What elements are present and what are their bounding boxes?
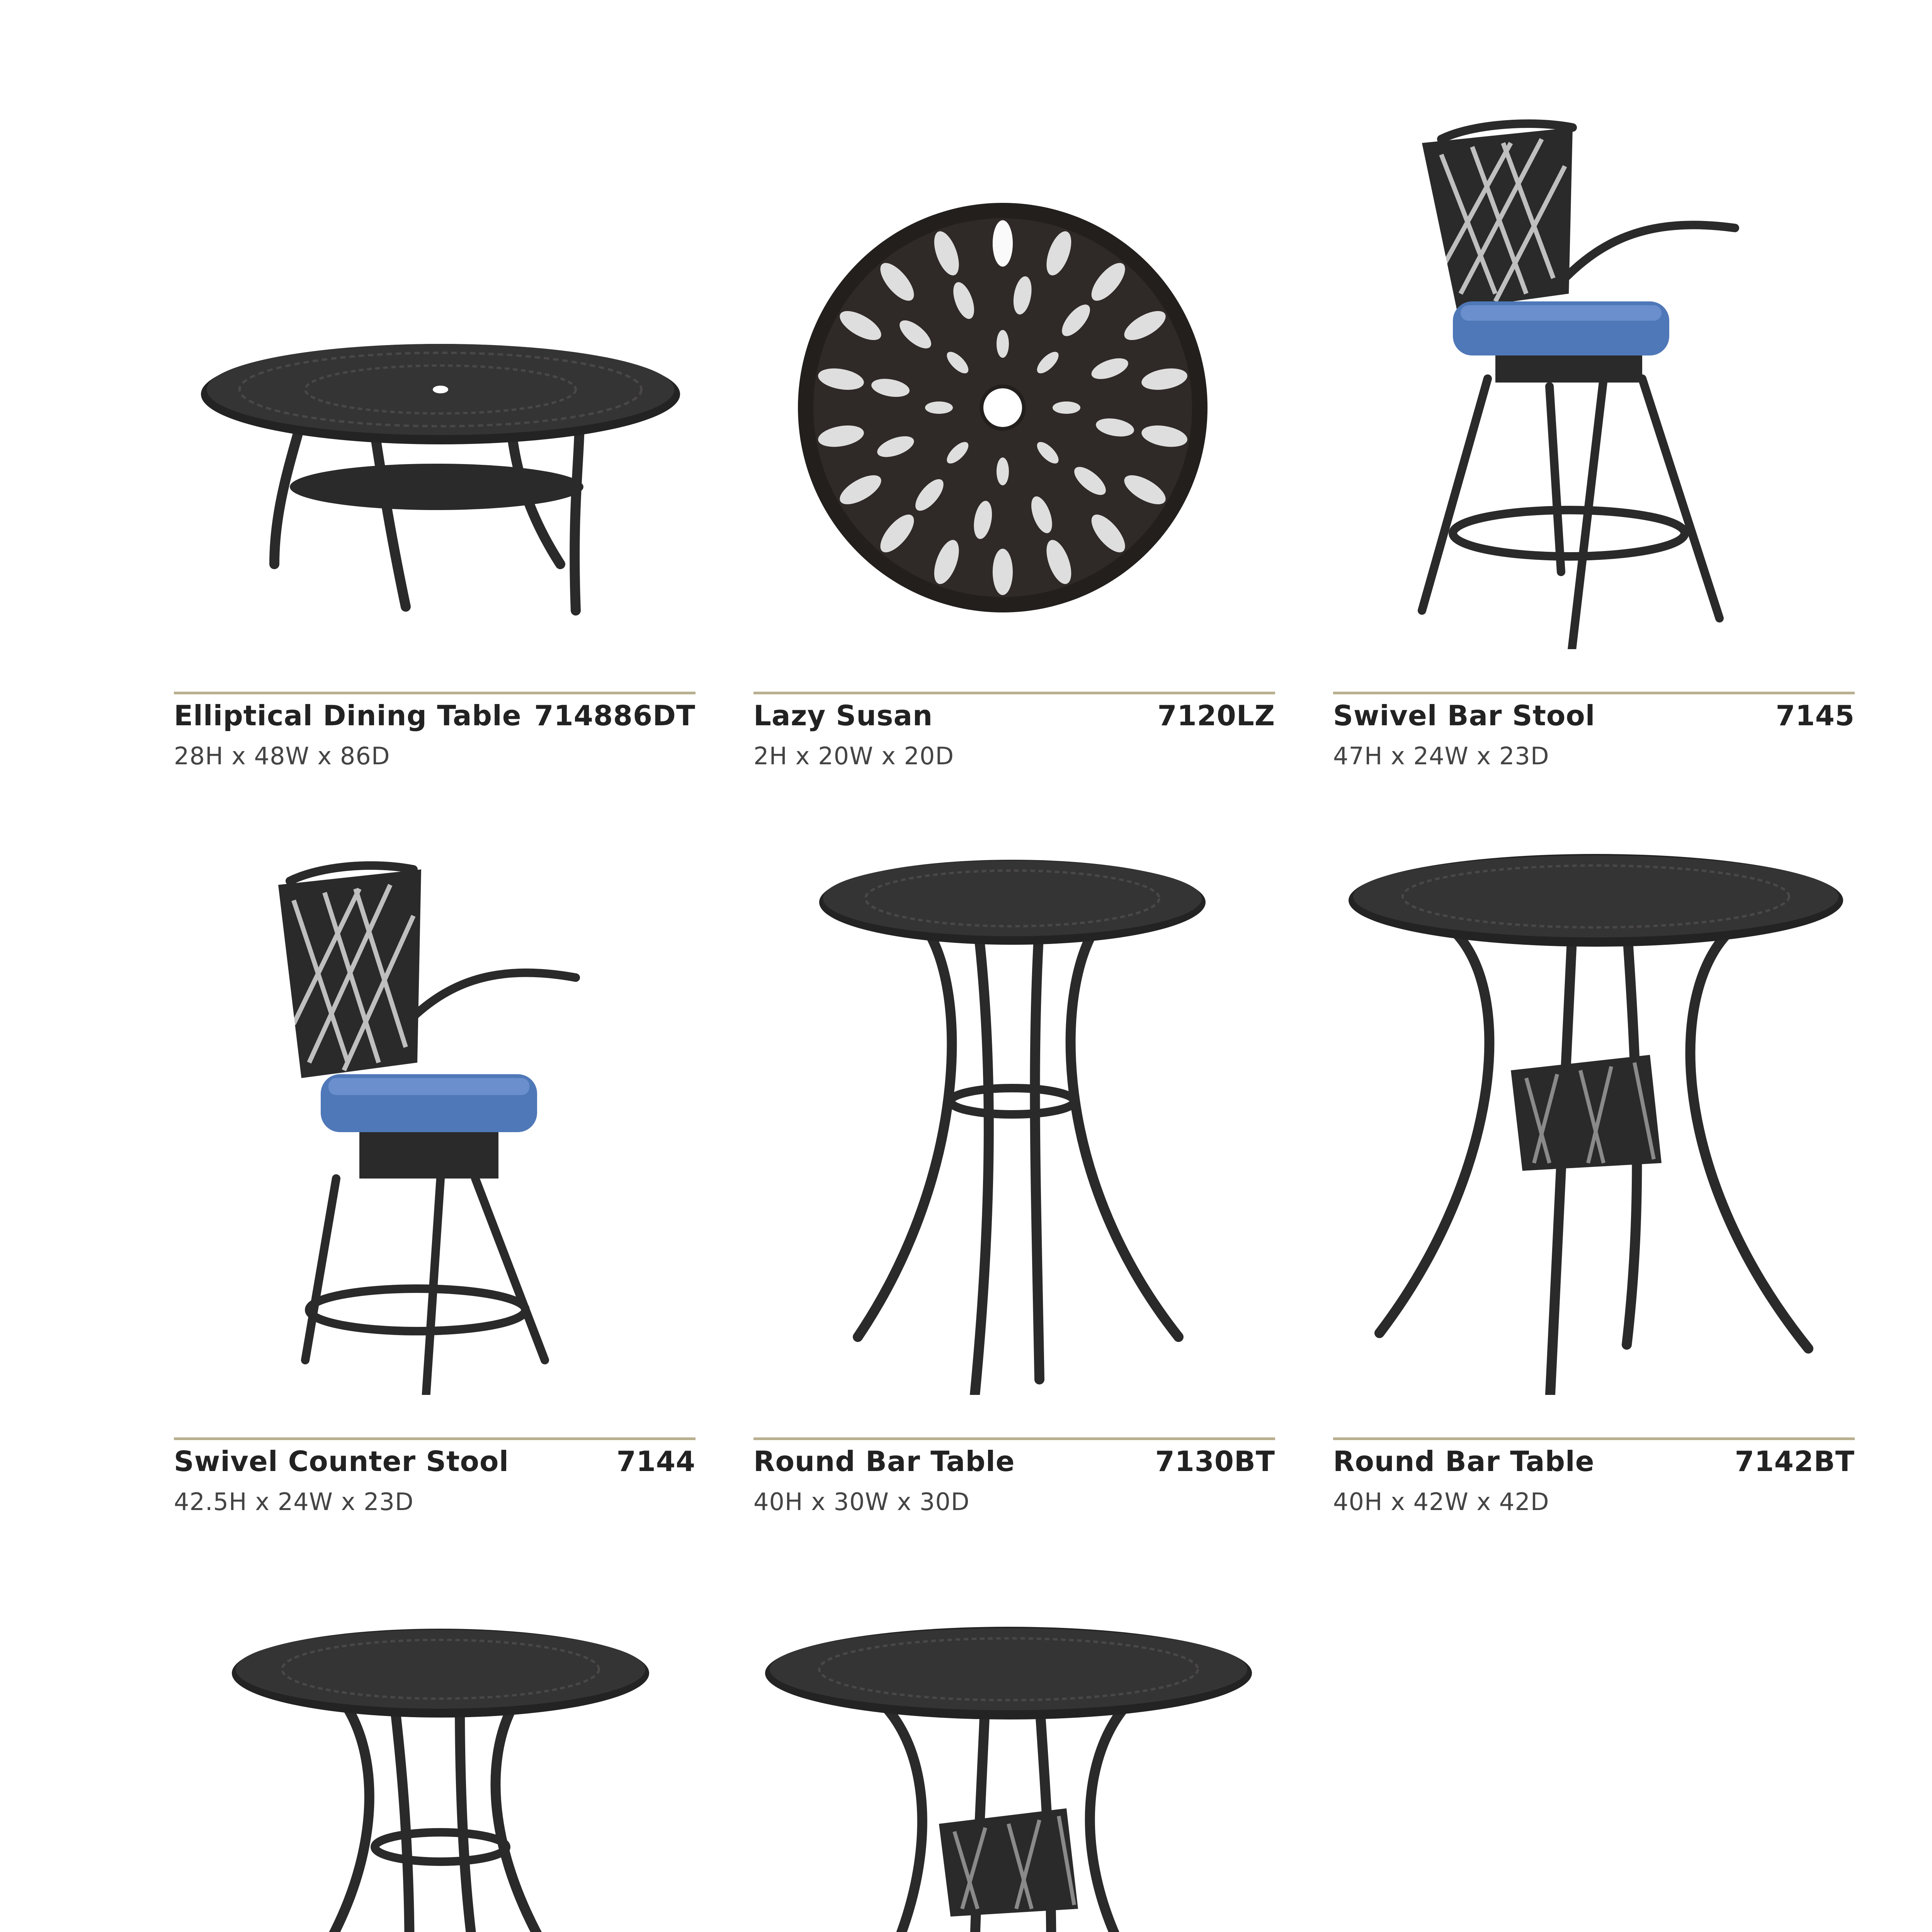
product-name: Round Bar Table: [753, 1445, 1015, 1478]
divider-rule: [753, 692, 1275, 694]
product-lazy-susan: [753, 77, 1275, 781]
product-code: 7120LZ: [1157, 699, 1275, 732]
product-round-counter-table-7130ct: [174, 1561, 696, 1932]
product-dimensions: 40H x 42W x 42D: [1333, 1488, 1549, 1516]
product-round-bar-table-7130bt: [753, 823, 1275, 1526]
product-dimensions: 28H x 48W x 86D: [174, 742, 390, 770]
lazy-susan-image: [753, 77, 1275, 649]
product-swivel-bar-stool: [1333, 77, 1855, 781]
round-bar-table-image: [1333, 823, 1855, 1395]
divider-rule: [1333, 1437, 1855, 1440]
product-name: Lazy Susan: [753, 699, 933, 732]
product-code: 7142BT: [1735, 1445, 1855, 1478]
product-swivel-counter-stool: [174, 823, 696, 1526]
product-elliptical-dining-table: [174, 77, 696, 781]
product-dimensions: 47H x 24W x 23D: [1333, 742, 1549, 770]
product-code: 714886DT: [534, 699, 696, 732]
round-bar-table-image: [753, 823, 1275, 1395]
divider-rule: [753, 1437, 1275, 1440]
divider-rule: [174, 1437, 696, 1440]
product-round-bar-table-7142bt: [1333, 823, 1855, 1526]
product-code: 7145: [1776, 699, 1855, 732]
round-counter-table-image: [753, 1561, 1275, 1932]
product-dimensions: 42.5H x 24W x 23D: [174, 1488, 414, 1516]
product-dimensions: 40H x 30W x 30D: [753, 1488, 970, 1516]
swivel-counter-stool-image: [174, 823, 696, 1395]
product-name: Swivel Counter Stool: [174, 1445, 509, 1478]
product-code: 7130BT: [1155, 1445, 1275, 1478]
product-name: Round Bar Table: [1333, 1445, 1595, 1478]
round-counter-table-image: [174, 1561, 696, 1932]
product-round-counter-table-7142ct: [753, 1561, 1275, 1932]
swivel-bar-stool-image: [1333, 77, 1855, 649]
divider-rule: [174, 692, 696, 694]
product-dimensions: 2H x 20W x 20D: [753, 742, 954, 770]
product-name: Swivel Bar Stool: [1333, 699, 1595, 732]
product-name: Elliptical Dining Table: [174, 699, 522, 732]
divider-rule: [1333, 692, 1855, 694]
product-code: 7144: [616, 1445, 696, 1478]
elliptical-dining-table-image: [174, 77, 696, 649]
